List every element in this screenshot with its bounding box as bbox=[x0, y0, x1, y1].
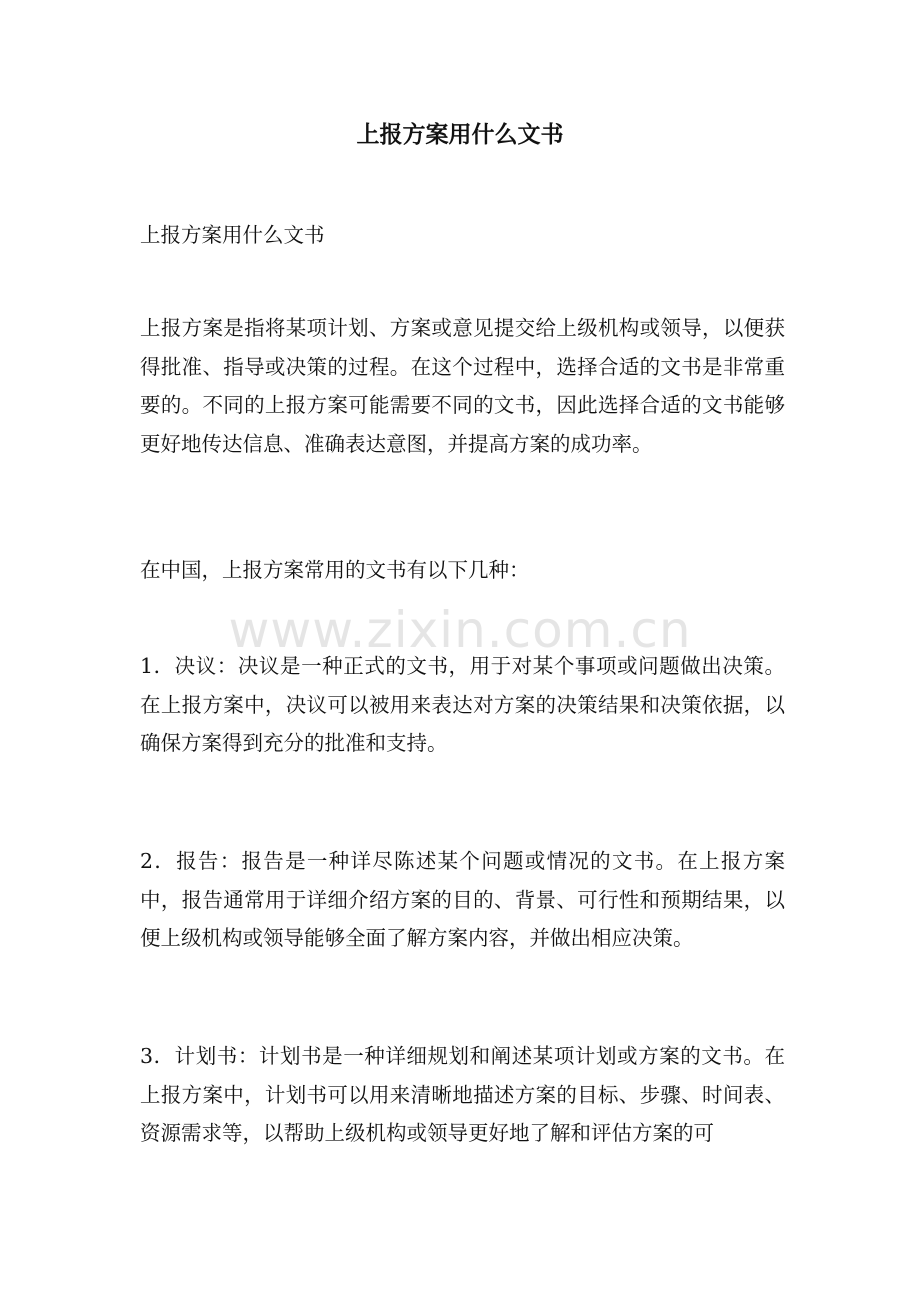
watermark: www.zixin.com.cn bbox=[228, 601, 692, 659]
list-item-resolution: 1．决议：决议是一种正式的文书，用于对某个事项或问题做出决策。在上报方案中，决议可以被用来表达对方案的决策结果和决策依据，以确保方案得到充分的批准和支持。 bbox=[140, 654, 785, 756]
document-subtitle: 上报方案用什么文书 bbox=[140, 223, 325, 247]
list-intro-paragraph: 在中国，上报方案常用的文书有以下几种： bbox=[140, 558, 530, 582]
document-title: 上报方案用什么文书 bbox=[356, 121, 564, 148]
list-item-plan: 3．计划书：计划书是一种详细规划和阐述某项计划或方案的文书。在上报方案中，计划书可以用来清晰地描述方案的目标、步骤、时间表、资源需求等，以帮助上级机构或领导更好地了解和评估方案的可 bbox=[140, 1044, 785, 1146]
list-item-report: 2．报告：报告是一种详尽陈述某个问题或情况的文书。在上报方案中，报告通常用于详细介绍方案的目的、背景、可行性和预期结果，以便上级机构或领导能够全面了解方案内容，并做出相应决策。 bbox=[140, 849, 785, 951]
intro-paragraph: 上报方案是指将某项计划、方案或意见提交给上级机构或领导，以便获得批准、指导或决策的过程。在这个过程中，选择合适的文书是非常重要的。不同的上报方案可能需要不同的文书，因此选择合适的文书能够更好地传达信息、准确表达意图，并提高方案的成功率。 bbox=[140, 316, 785, 457]
